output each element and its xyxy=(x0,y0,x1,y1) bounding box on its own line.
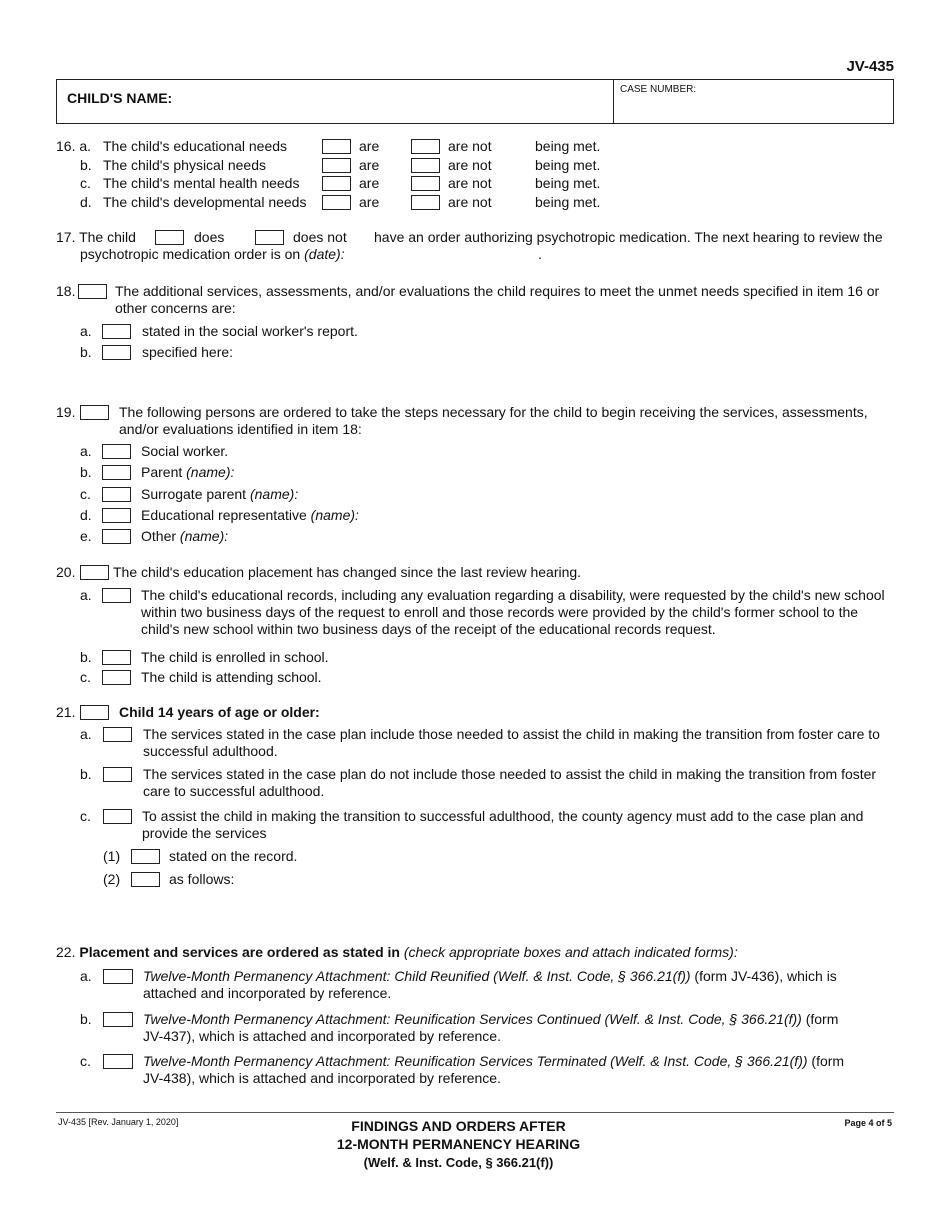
item19-a-text: Social worker. xyxy=(141,443,229,459)
item22-header xyxy=(56,944,738,960)
item16-d-are-not-checkbox[interactable] xyxy=(411,195,440,210)
item19-b-label: b. xyxy=(80,464,92,480)
item20-checkbox[interactable] xyxy=(80,565,109,580)
item19-b-text: Parent xyxy=(141,464,183,480)
item21-checkbox[interactable] xyxy=(80,705,109,720)
item18-b-label: b. xyxy=(80,344,92,360)
item17-date-text: psychotropic medication order is on xyxy=(80,246,301,262)
item21-a-text: The services stated in the case plan include those needed to assist the child in making the transition from foster care to successful adulthood. xyxy=(143,726,880,759)
item22-c-label: c. xyxy=(80,1053,91,1069)
item22-b-label: b. xyxy=(80,1011,92,1027)
item17-does-not-label: does not xyxy=(293,229,347,245)
item21-a-label: a. xyxy=(80,726,92,742)
footer-title-line2: 12-MONTH PERMANENCY HEARING xyxy=(336,1136,581,1152)
item19-c-label: c. xyxy=(80,486,91,502)
footer-revision: JV-435 [Rev. January 1, 2020] xyxy=(58,1117,179,1127)
item16-a-being-met: being met. xyxy=(535,138,601,154)
item22-b-text xyxy=(143,1011,853,1045)
item19-d-label: d. xyxy=(80,507,92,523)
item19-b-line xyxy=(141,464,234,480)
item22-c-text xyxy=(143,1053,853,1087)
item20-c-checkbox[interactable] xyxy=(102,670,131,685)
item21-c1-checkbox[interactable] xyxy=(131,849,160,864)
item22-a-label: a. xyxy=(80,968,92,984)
item17-does-checkbox[interactable] xyxy=(155,230,184,245)
item20-c-label: c. xyxy=(80,669,91,685)
item16-b-text: The child's physical needs xyxy=(103,157,266,173)
item16-c-being-met: being met. xyxy=(535,175,601,191)
item16-a-are-not-label: are not xyxy=(448,138,492,154)
item22-b-attachment-title: Twelve-Month Permanency Attachment: Reunification Services Continued (Welf. & Inst. Code, § 366.21(f)) xyxy=(143,1011,802,1027)
item19-b-checkbox[interactable] xyxy=(102,465,131,480)
item21-b-checkbox[interactable] xyxy=(103,767,132,782)
page-number: Page 4 of 5 xyxy=(844,1118,892,1128)
item19-a-checkbox[interactable] xyxy=(102,444,131,459)
item19-c-text: Surrogate parent xyxy=(141,486,247,502)
item19-e-label: e. xyxy=(80,528,92,544)
item16-a-are-checkbox[interactable] xyxy=(322,139,351,154)
item21-title: Child 14 years of age or older: xyxy=(119,704,320,720)
item16-d-are-label: are xyxy=(359,194,380,210)
item16-d-are-not-label: are not xyxy=(448,194,492,210)
item20-b-checkbox[interactable] xyxy=(102,650,131,665)
item16-a-num: 16. a. xyxy=(56,138,92,154)
item19-d-text: Educational representative xyxy=(141,507,307,523)
item22-b-checkbox[interactable] xyxy=(103,1012,133,1027)
item20-a-label: a. xyxy=(80,587,92,603)
item21-c2-text: as follows: xyxy=(169,871,235,887)
footer-title-line1: FINDINGS AND ORDERS AFTER xyxy=(351,1118,566,1134)
item16-b-being-met: being met. xyxy=(535,157,601,173)
item19-num: 19. xyxy=(56,404,76,420)
item18-b-checkbox[interactable] xyxy=(102,345,131,360)
item21-c1-label: (1) xyxy=(103,848,121,864)
item16-a-are-label: are xyxy=(359,138,380,154)
item19-c-line xyxy=(141,486,298,502)
item18-a-text: stated in the social worker's report. xyxy=(142,323,358,339)
item19-c-name-label: (name): xyxy=(249,486,299,502)
item22-a-attachment-title: Twelve-Month Permanency Attachment: Child Reunified (Welf. & Inst. Code, § 366.21(f)) xyxy=(143,968,691,984)
item18-text: The additional services, assessments, and/or evaluations the child requires to meet the unmet needs specified in item 16 or other concerns are: xyxy=(115,283,880,316)
item19-e-name-label: (name): xyxy=(179,528,229,544)
item22-a-checkbox[interactable] xyxy=(103,969,133,984)
item20-a-text: The child's educational records, including any evaluation regarding a disability, were requested by the child's new school within two business days of the request to enroll and those records were provided by the child's former school to the child's new school within two business days of the receipt of the educational records request. xyxy=(141,587,885,637)
item16-c-are-not-checkbox[interactable] xyxy=(411,176,440,191)
item20-num: 20. xyxy=(56,564,76,580)
item22-c-rest: (form JV-438), which is attached and incorporated by reference. xyxy=(143,1053,845,1086)
item16-b-are-not-checkbox[interactable] xyxy=(411,158,440,173)
item20-text: The child's education placement has changed since the last review hearing. xyxy=(113,564,582,580)
item19-b-name-label: (name): xyxy=(186,464,235,480)
item19-d-line xyxy=(141,507,359,523)
item19-e-text: Other xyxy=(141,528,177,544)
item17-num: 17. The child xyxy=(56,229,136,245)
item22-title: Placement and services are ordered as stated in xyxy=(79,944,400,960)
item17-text: have an order authorizing psychotropic medication. The next hearing to review the xyxy=(374,229,883,245)
item21-num: 21. xyxy=(56,704,76,720)
item22-c-checkbox[interactable] xyxy=(103,1054,133,1069)
item22-instructions: (check appropriate boxes and attach indicated forms): xyxy=(403,944,738,960)
item19-a-label: a. xyxy=(80,443,92,459)
item16-d-are-checkbox[interactable] xyxy=(322,195,351,210)
item21-c-checkbox[interactable] xyxy=(103,809,132,824)
child-name-label: CHILD'S NAME: xyxy=(67,90,173,106)
item19-checkbox[interactable] xyxy=(80,405,109,420)
item16-d-num: d. xyxy=(80,194,92,210)
item16-b-are-not-label: are not xyxy=(448,157,492,173)
item22-a-text xyxy=(143,968,843,1002)
item20-c-text: The child is attending school. xyxy=(141,669,322,685)
item16-a-text: The child's educational needs xyxy=(103,138,288,154)
item21-c-label: c. xyxy=(80,808,91,824)
item19-e-line xyxy=(141,528,228,544)
item22-b-rest: (form JV-437), which is attached and incorporated by reference. xyxy=(143,1011,839,1044)
item16-b-num: b. xyxy=(80,157,92,173)
item18-a-label: a. xyxy=(80,323,92,339)
case-header-box xyxy=(56,79,894,124)
item19-e-checkbox[interactable] xyxy=(102,529,131,544)
item16-b-are-checkbox[interactable] xyxy=(322,158,351,173)
footer-rule xyxy=(56,1112,894,1113)
item19-text: The following persons are ordered to take the steps necessary for the child to begin receiving the services, assessments, and/or evaluations identified in item 18: xyxy=(119,404,868,437)
item16-c-text: The child's mental health needs xyxy=(103,175,300,191)
item21-a-checkbox[interactable] xyxy=(103,727,132,742)
item16-c-num: c. xyxy=(80,175,91,191)
item16-d-being-met: being met. xyxy=(535,194,601,210)
item16-a-are-not-checkbox[interactable] xyxy=(411,139,440,154)
item21-c2-checkbox[interactable] xyxy=(131,872,160,887)
item22-c-attachment-title: Twelve-Month Permanency Attachment: Reunification Services Terminated (Welf. & Inst. Code, § 366.21(f)) xyxy=(143,1053,808,1069)
item16-c-are-label: are xyxy=(359,175,380,191)
item18-a-checkbox[interactable] xyxy=(102,324,131,339)
item18-num: 18. xyxy=(56,283,76,299)
item19-d-name-label: (name): xyxy=(310,507,359,523)
item16-c-are-not-label: are not xyxy=(448,175,492,191)
item17-does-label: does xyxy=(194,229,225,245)
item22-num: 22. xyxy=(56,944,76,960)
item19-c-checkbox[interactable] xyxy=(102,487,131,502)
case-number-label: CASE NUMBER: xyxy=(620,84,697,95)
item20-b-label: b. xyxy=(80,649,92,665)
item22-a-rest: (form JV-436), which is attached and incorporated by reference. xyxy=(143,968,837,1001)
item18-b-text: specified here: xyxy=(142,344,234,360)
footer-title-line3: (Welf. & Inst. Code, § 366.21(f)) xyxy=(363,1155,554,1170)
item16-b-are-label: are xyxy=(359,157,380,173)
item21-c1-text: stated on the record. xyxy=(169,848,298,864)
item20-b-text: The child is enrolled in school. xyxy=(141,649,329,665)
item17-date-label: (date): xyxy=(304,246,345,262)
item17-period: . xyxy=(538,246,542,262)
item16-d-text: The child's developmental needs xyxy=(103,194,307,210)
item21-b-label: b. xyxy=(80,766,92,782)
item20-a-checkbox[interactable] xyxy=(102,588,131,603)
item16-c-are-checkbox[interactable] xyxy=(322,176,351,191)
header-divider xyxy=(613,79,614,124)
item19-d-checkbox[interactable] xyxy=(102,508,131,523)
item18-checkbox[interactable] xyxy=(78,284,107,299)
item17-does-not-checkbox[interactable] xyxy=(255,230,284,245)
item17-line2 xyxy=(80,246,345,262)
item21-b-text: The services stated in the case plan do not include those needed to assist the child in making the transition from foster care to successful adulthood. xyxy=(143,766,877,799)
item21-c2-label: (2) xyxy=(103,871,121,887)
item21-c-text: To assist the child in making the transition to successful adulthood, the county agency must add to the case plan and provide the services xyxy=(142,808,864,841)
form-number: JV-435 xyxy=(846,58,894,75)
